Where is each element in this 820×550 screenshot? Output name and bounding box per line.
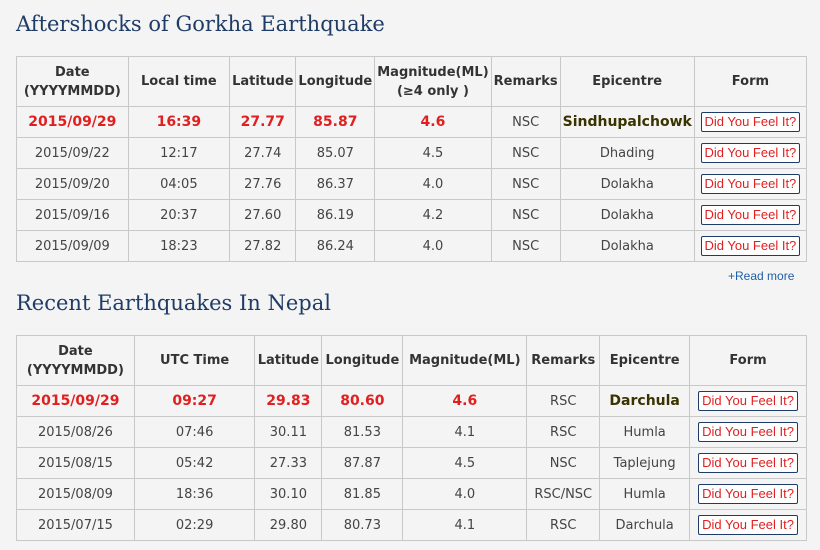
cell-epicentre: Dolakha — [560, 200, 694, 231]
cell-longitude: 86.37 — [296, 169, 375, 200]
cell-latitude: 27.77 — [230, 107, 296, 138]
cell-time: 05:42 — [134, 448, 255, 479]
col-date: Date (YYYYMMDD) — [17, 57, 129, 107]
cell-form — [690, 479, 807, 510]
cell-magnitude: 4.1 — [403, 417, 527, 448]
col-magnitude: Magnitude(ML) — [403, 336, 527, 386]
col-latitude: Latitude — [230, 57, 296, 107]
cell-magnitude: 4.2 — [375, 200, 491, 231]
cell-date: 2015/08/15 — [17, 448, 135, 479]
col-longitude: Longitude — [322, 336, 403, 386]
cell-latitude: 27.82 — [230, 231, 296, 262]
cell-magnitude: 4.6 — [375, 107, 491, 138]
cell-time: 02:29 — [134, 510, 255, 541]
cell-time: 12:17 — [128, 138, 229, 169]
cell-epicentre: Darchula — [600, 386, 690, 417]
cell-latitude: 27.33 — [255, 448, 322, 479]
cell-latitude: 30.10 — [255, 479, 322, 510]
cell-time: 20:37 — [128, 200, 229, 231]
table-header-row — [17, 336, 807, 386]
cell-longitude: 81.85 — [322, 479, 403, 510]
cell-latitude: 29.80 — [255, 510, 322, 541]
col-form: Form — [690, 336, 807, 386]
recent-earthquakes-table — [16, 335, 807, 541]
cell-latitude: 27.60 — [230, 200, 296, 231]
cell-time: 18:36 — [134, 479, 255, 510]
cell-epicentre: Humla — [600, 479, 690, 510]
cell-longitude: 85.07 — [296, 138, 375, 169]
aftershocks-title: Aftershocks of Gorkha Earthquake — [16, 12, 385, 36]
did-you-feel-it-button[interactable]: Did You Feel It? — [698, 484, 798, 504]
table-header-row — [17, 57, 807, 107]
col-epicentre: Epicentre — [560, 57, 694, 107]
cell-magnitude: 4.1 — [403, 510, 527, 541]
did-you-feel-it-button[interactable]: Did You Feel It? — [701, 205, 801, 225]
cell-remarks: NSC — [527, 448, 600, 479]
cell-date: 2015/09/29 — [17, 386, 135, 417]
col-time: Local time — [128, 57, 229, 107]
cell-epicentre: Humla — [600, 417, 690, 448]
cell-form — [694, 231, 806, 262]
did-you-feel-it-button[interactable]: Did You Feel It? — [701, 112, 801, 132]
cell-magnitude: 4.6 — [403, 386, 527, 417]
col-longitude: Longitude — [296, 57, 375, 107]
cell-epicentre: Dolakha — [560, 169, 694, 200]
cell-epicentre: Sindhupalchowk — [560, 107, 694, 138]
cell-date: 2015/08/09 — [17, 479, 135, 510]
col-latitude: Latitude — [255, 336, 322, 386]
cell-longitude: 87.87 — [322, 448, 403, 479]
cell-latitude: 27.74 — [230, 138, 296, 169]
cell-longitude: 81.53 — [322, 417, 403, 448]
table-row — [17, 107, 807, 138]
cell-time: 18:23 — [128, 231, 229, 262]
col-epicentre: Epicentre — [600, 336, 690, 386]
cell-remarks: RSC/NSC — [527, 479, 600, 510]
cell-time: 04:05 — [128, 169, 229, 200]
did-you-feel-it-button[interactable]: Did You Feel It? — [698, 515, 798, 535]
cell-remarks: NSC — [491, 138, 560, 169]
table-row — [17, 510, 807, 541]
cell-magnitude: 4.0 — [375, 169, 491, 200]
cell-magnitude: 4.0 — [403, 479, 527, 510]
cell-remarks: NSC — [491, 200, 560, 231]
recent-earthquakes-title: Recent Earthquakes In Nepal — [16, 291, 331, 315]
cell-time: 09:27 — [134, 386, 255, 417]
cell-form — [694, 138, 806, 169]
cell-longitude: 85.87 — [296, 107, 375, 138]
table-row — [17, 231, 807, 262]
cell-date: 2015/09/20 — [17, 169, 129, 200]
cell-time: 07:46 — [134, 417, 255, 448]
did-you-feel-it-button[interactable]: Did You Feel It? — [698, 453, 798, 473]
did-you-feel-it-button[interactable]: Did You Feel It? — [701, 143, 801, 163]
cell-remarks: RSC — [527, 386, 600, 417]
col-magnitude: Magnitude(ML) (≥4 only ) — [375, 57, 491, 107]
cell-form — [690, 510, 807, 541]
col-date: Date (YYYYMMDD) — [17, 336, 135, 386]
col-time: UTC Time — [134, 336, 255, 386]
cell-date: 2015/07/15 — [17, 510, 135, 541]
cell-date: 2015/08/26 — [17, 417, 135, 448]
cell-form — [694, 200, 806, 231]
cell-remarks: NSC — [491, 231, 560, 262]
cell-remarks: RSC — [527, 510, 600, 541]
table-row — [17, 479, 807, 510]
cell-form — [694, 107, 806, 138]
did-you-feel-it-button[interactable]: Did You Feel It? — [701, 174, 801, 194]
table-row — [17, 138, 807, 169]
cell-form — [690, 417, 807, 448]
cell-date: 2015/09/16 — [17, 200, 129, 231]
table-row — [17, 169, 807, 200]
cell-time: 16:39 — [128, 107, 229, 138]
cell-form — [694, 169, 806, 200]
cell-longitude: 86.24 — [296, 231, 375, 262]
aftershocks-table — [16, 56, 807, 262]
cell-remarks: NSC — [491, 107, 560, 138]
did-you-feel-it-button[interactable]: Did You Feel It? — [701, 236, 801, 256]
cell-longitude: 86.19 — [296, 200, 375, 231]
cell-latitude: 27.76 — [230, 169, 296, 200]
cell-epicentre: Darchula — [600, 510, 690, 541]
cell-epicentre: Dolakha — [560, 231, 694, 262]
cell-longitude: 80.73 — [322, 510, 403, 541]
did-you-feel-it-button[interactable]: Did You Feel It? — [698, 391, 798, 411]
cell-latitude: 29.83 — [255, 386, 322, 417]
col-remarks: Remarks — [491, 57, 560, 107]
cell-date: 2015/09/09 — [17, 231, 129, 262]
table-row — [17, 448, 807, 479]
col-form: Form — [694, 57, 806, 107]
cell-remarks: NSC — [491, 169, 560, 200]
cell-date: 2015/09/22 — [17, 138, 129, 169]
cell-longitude: 80.60 — [322, 386, 403, 417]
table-row — [17, 386, 807, 417]
cell-remarks: RSC — [527, 417, 600, 448]
did-you-feel-it-button[interactable]: Did You Feel It? — [698, 422, 798, 442]
cell-form — [690, 448, 807, 479]
cell-form — [690, 386, 807, 417]
cell-epicentre: Dhading — [560, 138, 694, 169]
col-remarks: Remarks — [527, 336, 600, 386]
cell-magnitude: 4.5 — [375, 138, 491, 169]
cell-date: 2015/09/29 — [17, 107, 129, 138]
cell-latitude: 30.11 — [255, 417, 322, 448]
read-more-link[interactable]: +Read more — [728, 269, 795, 283]
table-row — [17, 417, 807, 448]
cell-magnitude: 4.5 — [403, 448, 527, 479]
cell-magnitude: 4.0 — [375, 231, 491, 262]
cell-epicentre: Taplejung — [600, 448, 690, 479]
table-row — [17, 200, 807, 231]
